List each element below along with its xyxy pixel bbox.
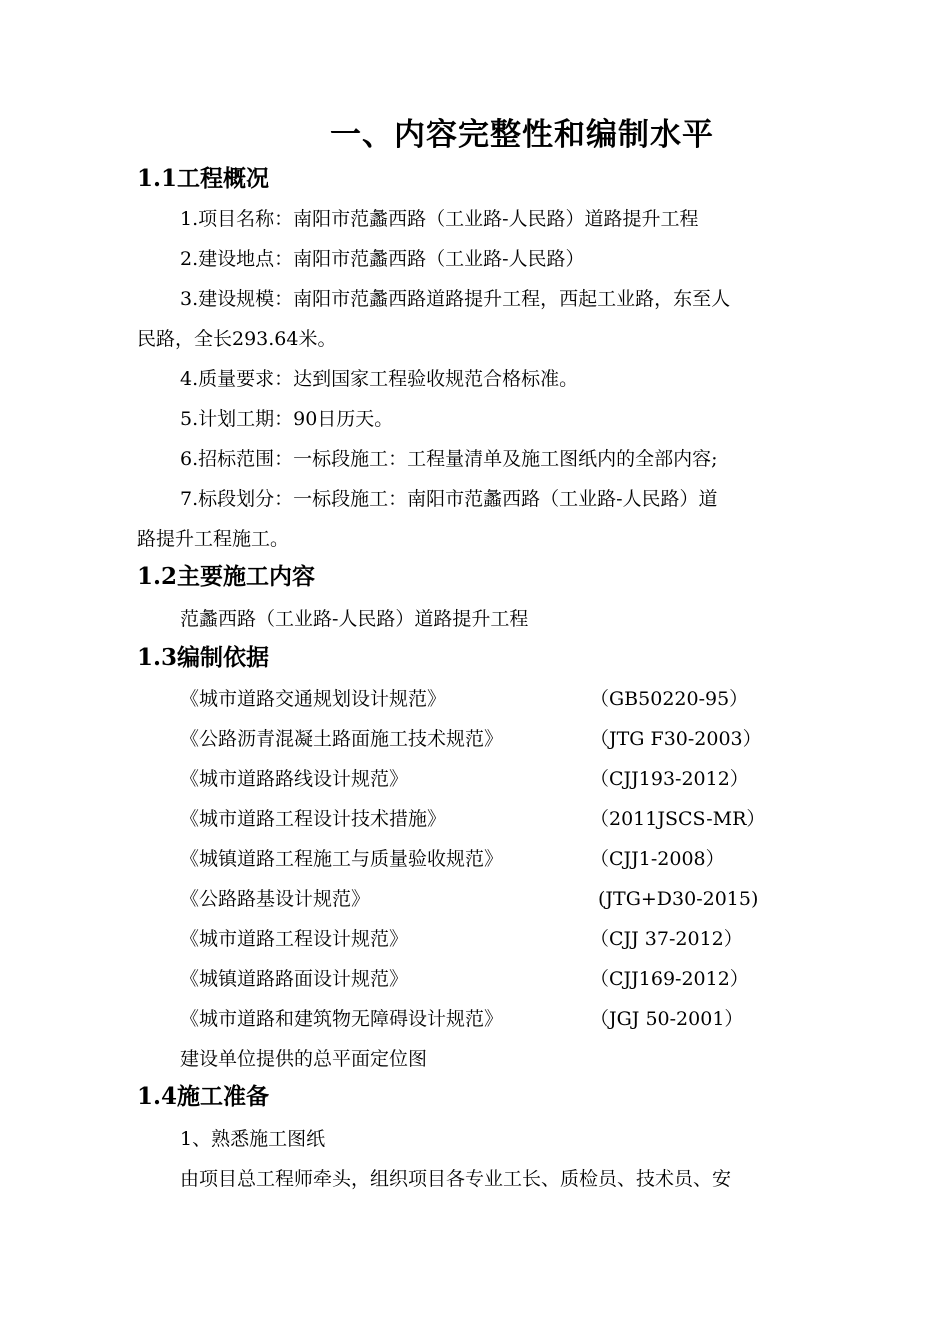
reference-name: 《城市道路路线设计规范》 bbox=[180, 768, 409, 790]
reference-code: (JTG+D30-2015) bbox=[598, 888, 759, 910]
reference-name: 《城市道路工程设计规范》 bbox=[180, 928, 409, 950]
section-division-line-cont: 路提升工程施工。 bbox=[137, 528, 290, 550]
preparation-text: 由项目总工程师牵头，组织项目各专业工长、质检员、技术员、安 bbox=[180, 1168, 732, 1190]
reference-code: （GB50220-95） bbox=[590, 688, 749, 710]
schedule-line: 5.计划工期：90日历天。 bbox=[180, 408, 394, 430]
reference-name: 《城镇道路工程施工与质量验收规范》 bbox=[180, 848, 504, 870]
reference-code: （2011JSCS-MR） bbox=[590, 808, 766, 830]
section-heading-1-2: 1.2主要施工内容 bbox=[137, 563, 316, 590]
reference-code: （CJJ193-2012） bbox=[590, 768, 749, 790]
reference-code: （JTG F30-2003） bbox=[590, 728, 762, 750]
project-scale-line-cont: 民路，全长293.64米。 bbox=[137, 328, 337, 350]
reference-name: 《公路沥青混凝土路面施工技术规范》 bbox=[180, 728, 504, 750]
page-title: 一、内容完整性和编制水平 bbox=[330, 117, 714, 153]
section-heading-1-4: 1.4施工准备 bbox=[137, 1083, 270, 1110]
project-location-line: 2.建设地点：南阳市范蠡西路（工业路-人民路） bbox=[180, 248, 585, 270]
quality-requirement-line: 4.质量要求：达到国家工程验收规范合格标准。 bbox=[180, 368, 579, 390]
section-division-line: 7.标段划分：一标段施工：南阳市范蠡西路（工业路-人民路）道 bbox=[180, 488, 718, 510]
site-plan-reference: 建设单位提供的总平面定位图 bbox=[180, 1048, 428, 1070]
main-content-text: 范蠡西路（工业路-人民路）道路提升工程 bbox=[180, 608, 529, 630]
section-heading-1-3: 1.3编制依据 bbox=[137, 644, 270, 671]
project-name-line: 1.项目名称：南阳市范蠡西路（工业路-人民路）道路提升工程 bbox=[180, 208, 699, 230]
project-scale-line: 3.建设规模：南阳市范蠡西路道路提升工程，西起工业路，东至人 bbox=[180, 288, 731, 310]
reference-code: （CJJ169-2012） bbox=[590, 968, 749, 990]
subsection-heading: 1、熟悉施工图纸 bbox=[180, 1128, 326, 1150]
reference-code: （CJJ 37-2012） bbox=[590, 928, 743, 950]
reference-name: 《公路路基设计规范》 bbox=[180, 888, 371, 910]
reference-name: 《城市道路和建筑物无障碍设计规范》 bbox=[180, 1008, 504, 1030]
reference-name: 《城市道路工程设计技术措施》 bbox=[180, 808, 447, 830]
bidding-scope-line: 6.招标范围：一标段施工：工程量清单及施工图纸内的全部内容; bbox=[180, 448, 718, 470]
reference-name: 《城镇道路路面设计规范》 bbox=[180, 968, 409, 990]
reference-code: （CJJ1-2008） bbox=[590, 848, 725, 870]
section-heading-1-1: 1.1工程概况 bbox=[137, 165, 270, 192]
reference-code: （JGJ 50-2001） bbox=[590, 1008, 744, 1030]
reference-name: 《城市道路交通规划设计规范》 bbox=[180, 688, 447, 710]
